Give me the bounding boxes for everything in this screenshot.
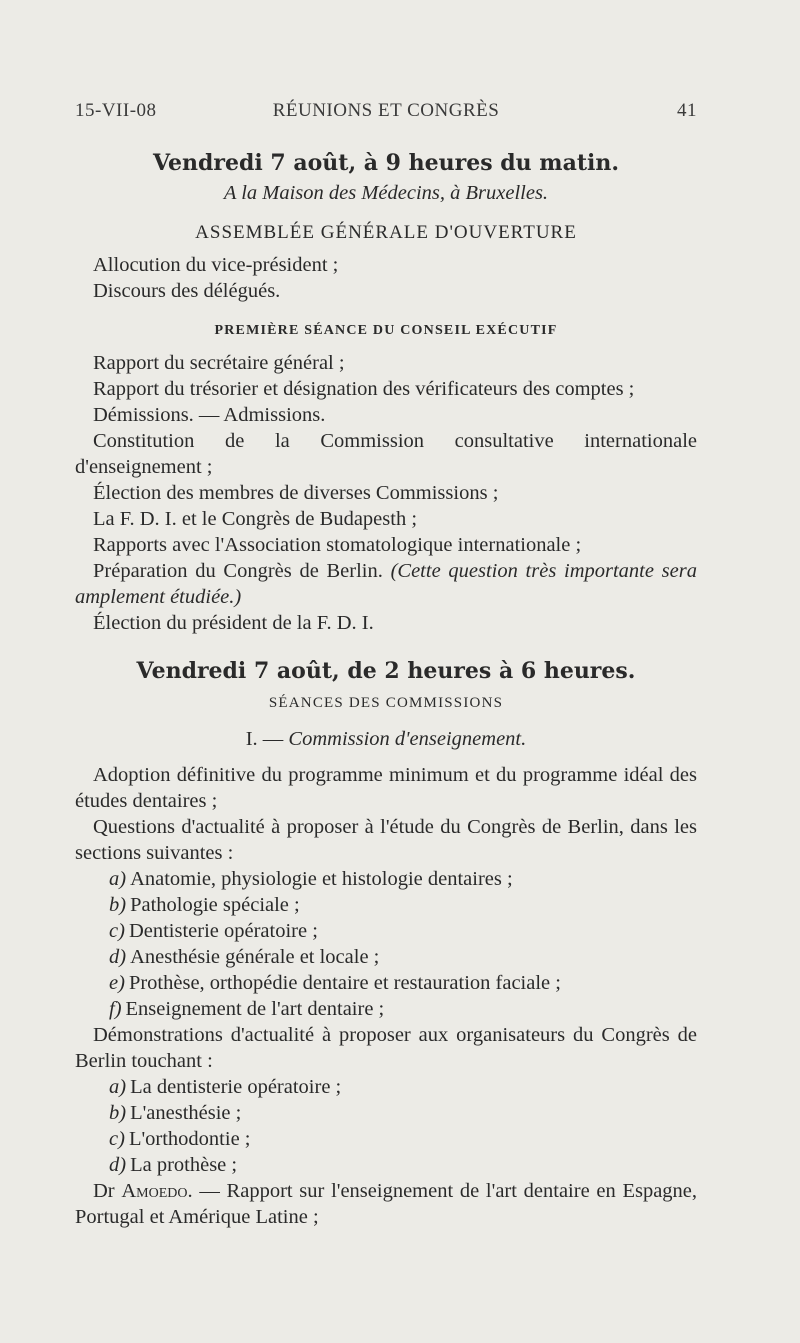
section-item <box>75 970 697 996</box>
page-body <box>75 150 697 1230</box>
item-text: La dentisterie opératoire ; <box>130 1076 342 1098</box>
demo-item <box>75 1152 697 1178</box>
amoedo-title: Dr <box>93 1180 115 1202</box>
adoption-paragraph: Adoption définitive du programme minimum et du programme idéal des études dentaires ; <box>75 764 697 812</box>
session1-title: Vendredi 7 août, à 9 heures du matin. <box>152 150 620 176</box>
item-text: L'anesthésie ; <box>130 1102 242 1124</box>
section-item <box>75 996 697 1022</box>
questions-intro: Questions d'actualité à proposer à l'étude du Congrès de Berlin, dans les sections suivantes : <box>75 816 697 864</box>
item-letter: c) <box>109 1128 125 1150</box>
header-date: 15-VII-08 <box>75 100 157 121</box>
council-item: Rapport du secrétaire général ; <box>93 352 345 374</box>
item-letter: a) <box>109 868 127 890</box>
item-letter: f) <box>109 998 122 1020</box>
page-number: 41 <box>677 100 697 121</box>
item-text: Enseignement de l'art dentaire ; <box>125 998 385 1020</box>
item-text: Pathologie spéciale ; <box>130 894 300 916</box>
berlin-preparation <box>75 558 697 610</box>
demo-item <box>75 1074 697 1100</box>
council-item: Rapports avec l'Association stomatologique internationale ; <box>93 534 582 556</box>
item-letter: a) <box>109 1076 127 1098</box>
assembly-item: Discours des délégués. <box>93 280 281 302</box>
session2-subtitle: SÉANCES DES COMMISSIONS <box>268 695 504 711</box>
section-item <box>75 918 697 944</box>
header-title: RÉUNIONS ET CONGRÈS <box>272 100 500 121</box>
assembly-item: Allocution du vice-président ; <box>93 254 339 276</box>
section-item <box>75 944 697 970</box>
item-text: L'orthodontie ; <box>128 1128 251 1150</box>
item-letter: e) <box>109 972 125 994</box>
commission-heading <box>75 726 697 752</box>
amoedo-report <box>75 1178 697 1230</box>
item-letter: d) <box>109 946 127 968</box>
item-text: La prothèse ; <box>130 1154 238 1176</box>
section-item <box>75 866 697 892</box>
council-item: Élection des membres de diverses Commissions ; <box>93 482 499 504</box>
item-text: Anesthésie générale et locale ; <box>130 946 380 968</box>
item-letter: b) <box>109 894 127 916</box>
demo-item <box>75 1126 697 1152</box>
spacer <box>75 636 697 658</box>
amoedo-name: Amoedo. <box>121 1180 193 1202</box>
council-item: Constitution de la Commission consultative internationale d'enseignement ; <box>75 430 697 478</box>
item-text: Prothèse, orthopédie dentaire et restauration faciale ; <box>128 972 561 994</box>
commission-name: Commission d'enseignement. <box>288 728 527 750</box>
item-text: Anatomie, physiologie et histologie dentaires ; <box>130 868 513 890</box>
council-item: La F. D. I. et le Congrès de Budapesth ; <box>93 508 418 530</box>
president-election: Élection du président de la F. D. I. <box>93 612 374 634</box>
amoedo-text: — Rapport sur l'enseignement de l'art dentaire en Espagne, Portugal et Amérique Latine ; <box>75 1180 698 1228</box>
demo-item <box>75 1100 697 1126</box>
section-item <box>75 892 697 918</box>
council-item: Rapport du trésorier et désignation des vérificateurs des comptes ; <box>93 378 635 400</box>
berlin-prep-text: Préparation du Congrès de Berlin. <box>93 560 383 582</box>
commission-number: I. — <box>245 728 284 750</box>
session2-title: Vendredi 7 août, de 2 heures à 6 heures. <box>136 658 636 684</box>
council-title: PREMIÈRE SÉANCE DU CONSEIL EXÉCUTIF <box>214 323 558 338</box>
item-text: Dentisterie opératoire ; <box>128 920 318 942</box>
berlin-note: (Cette question très importante sera amplement étudiée.) <box>75 560 697 608</box>
item-letter: b) <box>109 1102 127 1124</box>
demos-intro: Démonstrations d'actualité à proposer aux organisateurs du Congrès de Berlin touchant : <box>75 1024 697 1072</box>
assembly-title: ASSEMBLÉE GÉNÉRALE D'OUVERTURE <box>195 222 577 243</box>
council-item: Démissions. — Admissions. <box>93 404 326 426</box>
item-letter: d) <box>109 1154 127 1176</box>
session1-place: A la Maison des Médecins, à Bruxelles. <box>223 182 549 204</box>
item-letter: c) <box>109 920 125 942</box>
